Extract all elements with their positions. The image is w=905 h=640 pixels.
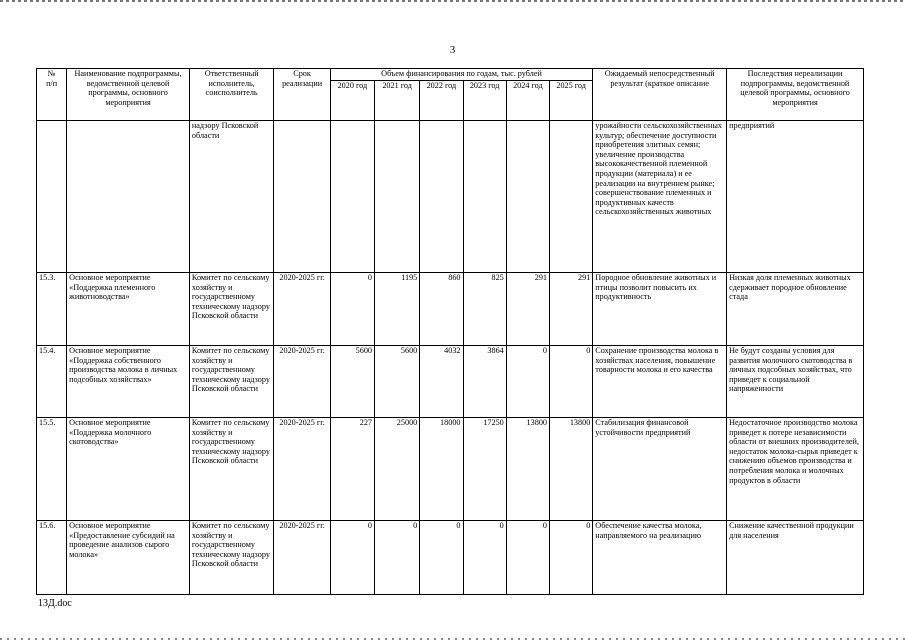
cell-executor: надзору Псковской области <box>189 121 274 273</box>
cell-value-2023: 825 <box>463 273 506 346</box>
cell-value-2022: 0 <box>420 521 463 595</box>
cell-value-2023: 17250 <box>463 418 506 521</box>
header-executor: Ответственный исполнитель, соисполнитель <box>189 69 274 121</box>
cell-name: Основное мероприятие «Предоставление субсидий на проведение анализов сырого молока» <box>67 521 190 595</box>
cell-value-2021: 0 <box>375 521 420 595</box>
header-consequences: Последствия нереализации подпрограммы, ведомственной целевой программы, основного мероприятия <box>727 69 864 121</box>
cell-value <box>506 121 549 273</box>
cell-name <box>67 121 190 273</box>
cell-result: урожайности сельскохозяйственных культур; обеспечение доступности приобретения элитных семян; увеличение производства высококачественной племенной продукции (материала) и ее реализации на внутреннем рынке; совершенствование племенных и продуктивных качеств сельскохозяйственных животных <box>593 121 727 273</box>
header-term: Срок реализации <box>274 69 330 121</box>
continuation-row <box>37 121 864 273</box>
cell-value-2025: 0 <box>550 521 593 595</box>
header-year-2022: 2022 год <box>420 81 463 121</box>
header-result: Ожидаемый непосредственный результат (краткое описание <box>593 69 727 121</box>
cell-term: 2020-2025 гг. <box>274 346 330 418</box>
cell-result: Породное обновление животных и птицы позволит повысить их продуктивность <box>593 273 727 346</box>
footer-filename: 13Д.doc <box>38 598 72 609</box>
cell-value <box>330 121 374 273</box>
cell-name: Основное мероприятие «Поддержка собственного производства молока в личных подсобных хозяйствах» <box>67 346 190 418</box>
cell-result: Обеспечение качества молока, направляемого на реализацию <box>593 521 727 595</box>
cell-num: 15.6. <box>37 521 67 595</box>
header-year-2023: 2023 год <box>463 81 506 121</box>
cell-value-2020: 5600 <box>330 346 374 418</box>
cell-value-2025: 291 <box>550 273 593 346</box>
cell-value-2025: 0 <box>550 346 593 418</box>
cell-num: 15.4. <box>37 346 67 418</box>
cell-value-2024: 0 <box>506 521 549 595</box>
cell-value <box>463 121 506 273</box>
page-number: 3 <box>449 44 456 56</box>
cell-name: Основное мероприятие «Поддержка молочного скотоводства» <box>67 418 190 521</box>
cell-name: Основное мероприятие «Поддержка племенного животноводства» <box>67 273 190 346</box>
cell-value-2024: 0 <box>506 346 549 418</box>
cell-value-2021: 5600 <box>375 346 420 418</box>
cell-value <box>375 121 420 273</box>
cell-value-2022: 4032 <box>420 346 463 418</box>
cell-value-2021: 25000 <box>375 418 420 521</box>
program-table <box>36 68 864 595</box>
header-year-2021: 2021 год <box>375 81 420 121</box>
cell-result: Стабилизация финансовой устойчивости предприятий <box>593 418 727 521</box>
cell-consequences: предприятий <box>727 121 864 273</box>
cell-value-2023: 0 <box>463 521 506 595</box>
cell-value-2020: 0 <box>330 273 374 346</box>
cell-value-2024: 291 <box>506 273 549 346</box>
cell-value-2024: 13800 <box>506 418 549 521</box>
table-row-15-3 <box>37 273 864 346</box>
cell-term: 2020-2025 гг. <box>274 521 330 595</box>
cell-consequences: Недостаточное производство молока приведет к потере независимости области от внешних производителей, недостаток молока-сырья приведет к снижению объемов производства и потребления молока и молочных продуктов в области <box>727 418 864 521</box>
cell-executor: Комитет по сельскому хозяйству и государственному техническому надзору Псковской области <box>189 521 274 595</box>
table-row-15-4 <box>37 346 864 418</box>
cell-value-2025: 13800 <box>550 418 593 521</box>
cell-value-2022: 18000 <box>420 418 463 521</box>
cell-num: 15.3. <box>37 273 67 346</box>
cell-consequences: Не будут созданы условия для развития молочного скотоводства в личных подсобных хозяйствах, что приведет к социальной напряженности <box>727 346 864 418</box>
header-year-2020: 2020 год <box>330 81 374 121</box>
table-row-15-6 <box>37 521 864 595</box>
cell-consequences: Снижение качественной продукции для населения <box>727 521 864 595</box>
cell-value-2021: 1195 <box>375 273 420 346</box>
cell-executor: Комитет по сельскому хозяйству и государственному техническому надзору Псковской области <box>189 273 274 346</box>
cell-executor: Комитет по сельскому хозяйству и государственному техническому надзору Псковской области <box>189 346 274 418</box>
header-year-2025: 2025 год <box>550 81 593 121</box>
cell-term: 2020-2025 гг. <box>274 418 330 521</box>
scan-top-edge <box>0 0 905 2</box>
cell-term: 2020-2025 гг. <box>274 273 330 346</box>
cell-value-2022: 860 <box>420 273 463 346</box>
cell-value <box>420 121 463 273</box>
header-financing: Объем финансирования по годам, тыс. рублей <box>330 69 593 81</box>
cell-value-2020: 0 <box>330 521 374 595</box>
cell-value-2023: 3864 <box>463 346 506 418</box>
table-row-15-5 <box>37 418 864 521</box>
cell-executor: Комитет по сельскому хозяйству и государственному техническому надзору Псковской области <box>189 418 274 521</box>
cell-num: 15.5. <box>37 418 67 521</box>
cell-result: Сохранение производства молока в хозяйствах населения, повышение товарности молока и его качества <box>593 346 727 418</box>
cell-value-2020: 227 <box>330 418 374 521</box>
header-name: Наименование подпрограммы, ведомственной целевой программы, основного мероприятия <box>67 69 190 121</box>
header-year-2024: 2024 год <box>506 81 549 121</box>
cell-term <box>274 121 330 273</box>
cell-num <box>37 121 67 273</box>
cell-consequences: Низкая доля племенных животных сдерживает породное обновление стада <box>727 273 864 346</box>
header-row-1 <box>37 69 864 81</box>
header-num: № п/п <box>37 69 67 121</box>
cell-value <box>550 121 593 273</box>
